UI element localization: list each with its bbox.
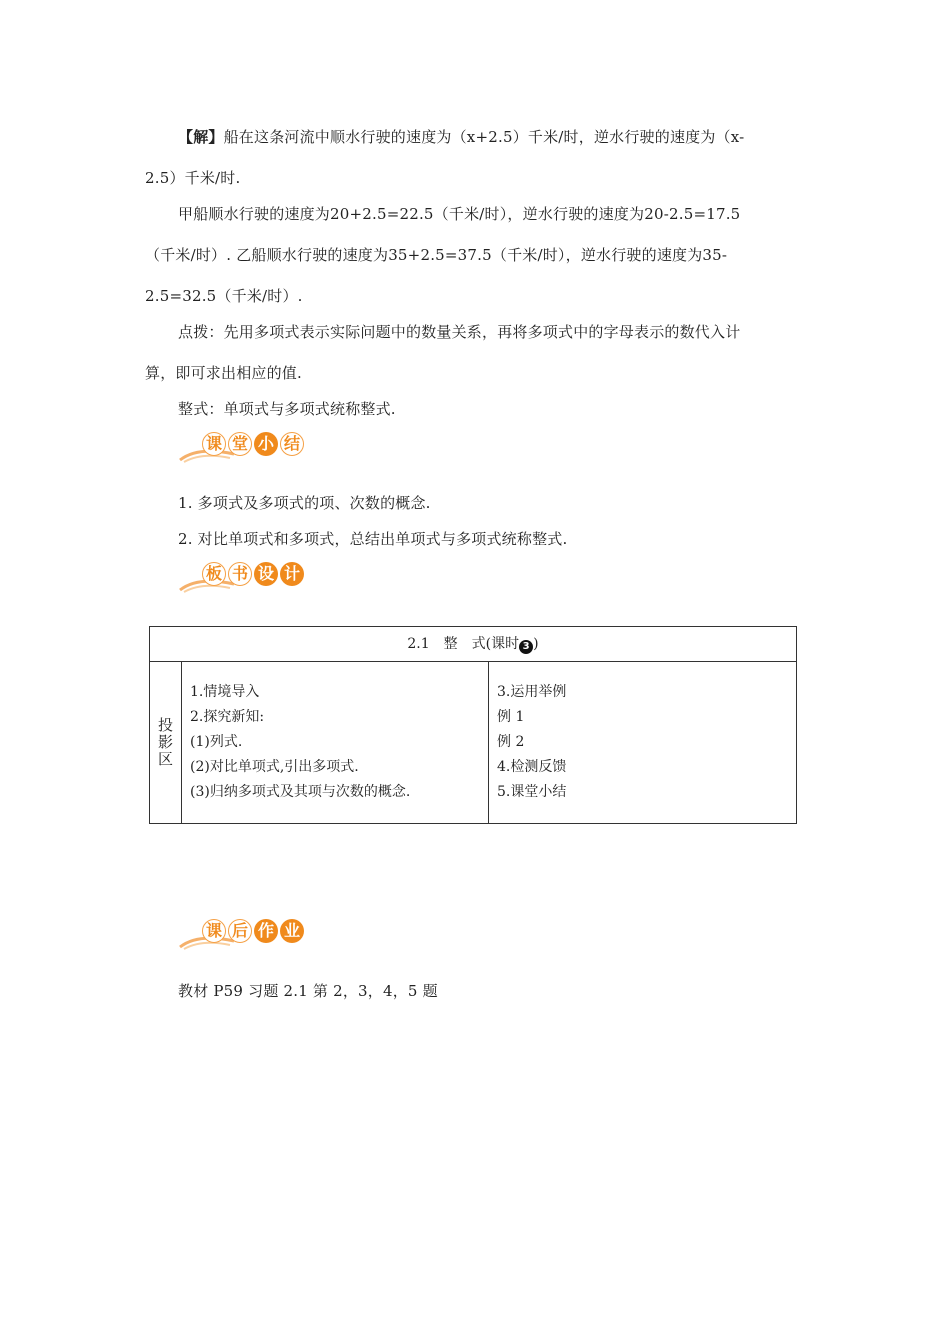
projection-area-label: 投 影 区 <box>150 662 182 824</box>
board-design-table <box>149 626 797 824</box>
summary-heading <box>178 430 318 464</box>
solution-line-1: 【解】船在这条河流中顺水行驶的速度为（x+2.5）千米/时，逆水行驶的速度为（x- <box>178 128 745 146</box>
heading-char: 小 <box>254 432 278 456</box>
heading-char: 作 <box>254 919 278 943</box>
heading-char: 业 <box>280 919 304 943</box>
board-right-column <box>489 662 797 824</box>
board-right-item: 例 1 <box>497 709 525 725</box>
board-left-item: (2)对比单项式,引出多项式. <box>190 759 359 775</box>
heading-char: 书 <box>228 562 252 586</box>
board-left-item: (3)归纳多项式及其项与次数的概念. <box>190 784 411 800</box>
board-heading <box>178 560 318 594</box>
homework-text: 教材 P59 习题 2.1 第 2，3，4，5 题 <box>178 982 438 1000</box>
definition-text: 整式：单项式与多项式统称整式. <box>178 400 396 418</box>
board-left-item: 2.探究新知: <box>190 709 265 725</box>
solution-line-4: （千米/时）. 乙船顺水行驶的速度为35+2.5=37.5（千米/时），逆水行驶的速度为35- <box>145 246 728 264</box>
summary-item-2: 2. 对比单项式和多项式，总结出单项式与多项式统称整式. <box>178 530 568 548</box>
board-title: 2.1 整 式(课时 3 ) <box>150 627 797 662</box>
board-left-column <box>182 662 489 824</box>
summary-item-1: 1. 多项式及多项式的项、次数的概念. <box>178 494 431 512</box>
solution-line-2: 2.5）千米/时. <box>145 169 241 187</box>
heading-char: 课 <box>202 432 226 456</box>
heading-char: 课 <box>202 919 226 943</box>
tip-line-1: 点拨：先用多项式表示实际问题中的数量关系，再将多项式中的字母表示的数代入计 <box>178 323 741 341</box>
board-left-item: (1)列式. <box>190 734 243 750</box>
heading-char: 设 <box>254 562 278 586</box>
heading-char: 结 <box>280 432 304 456</box>
board-right-item: 3.运用举例 <box>497 684 567 700</box>
board-right-item: 4.检测反馈 <box>497 759 567 775</box>
solution-line-3: 甲船顺水行驶的速度为20+2.5=22.5（千米/时），逆水行驶的速度为20-2.5=17.5 <box>178 205 741 223</box>
tip-line-2: 算，即可求出相应的值. <box>145 364 302 382</box>
board-left-item: 1.情境导入 <box>190 684 260 700</box>
heading-char: 计 <box>280 562 304 586</box>
heading-char: 堂 <box>228 432 252 456</box>
board-right-item: 5.课堂小结 <box>497 784 567 800</box>
solution-tag: 【解】 <box>178 128 224 146</box>
board-right-item: 例 2 <box>497 734 525 750</box>
heading-char: 后 <box>228 919 252 943</box>
solution-line-5: 2.5=32.5（千米/时）. <box>145 287 303 305</box>
heading-char: 板 <box>202 562 226 586</box>
homework-heading <box>178 917 318 951</box>
lesson-number-badge: 3 <box>519 640 533 654</box>
